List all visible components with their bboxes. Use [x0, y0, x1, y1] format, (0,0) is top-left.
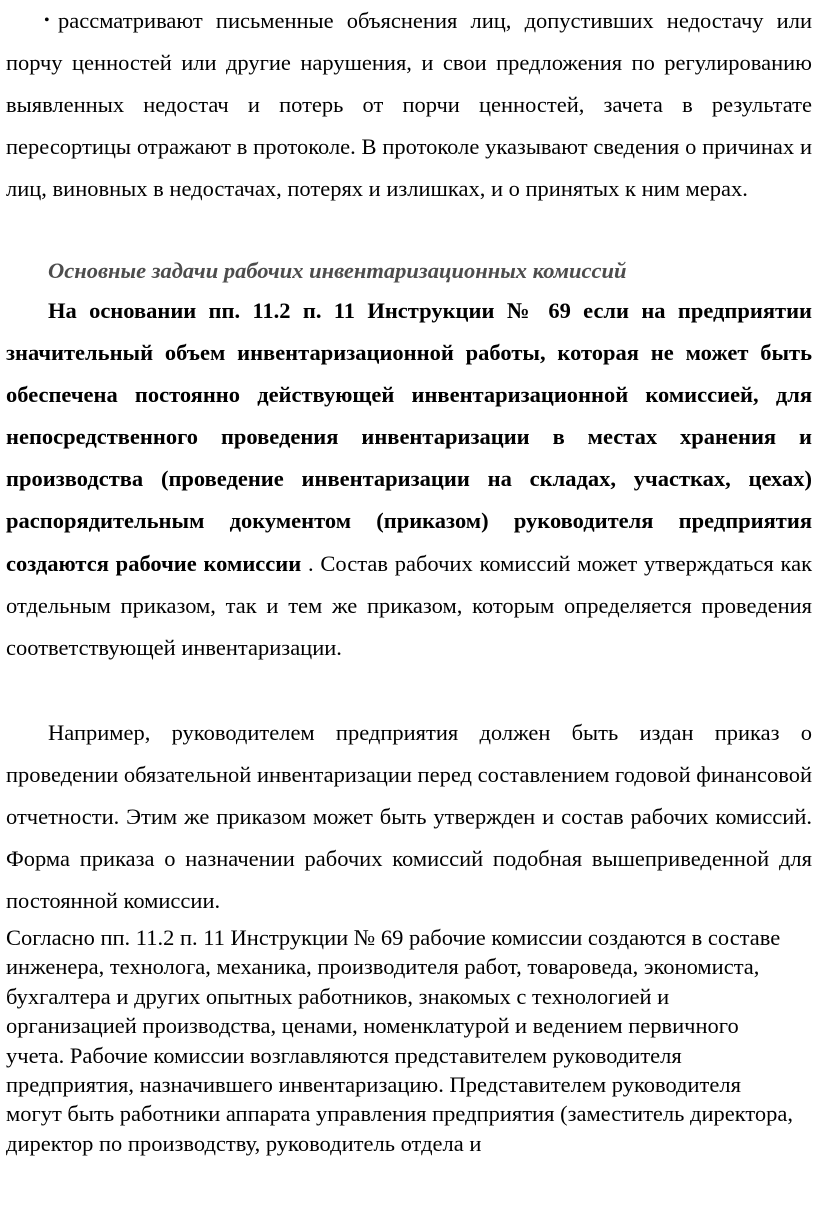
bullet-paragraph: [6, 0, 812, 210]
example-paragraph: Например, руководителем предприятия должен быть издан приказ о проведении обязательной инвентаризации перед составлением годовой финансовой отчетности. Этим же приказом может быть утвержден и состав рабочих комиссий. Форма приказа о назначении рабочих комиссий подобная вышеприведенной для постоянной комиссии.: [6, 720, 812, 914]
bullet-icon: •: [44, 12, 50, 29]
composition-paragraph: Согласно пп. 11.2 п. 11 Инструкции № 69 рабочие комиссии создаются в составе инженера, технолога, механика, производителя работ, товароведа, экономиста, бухгалтера и других опытных работников, знакомых с технологией и организацией производства, ценами, номенклатурой и ведением первичного учета. Рабочие комиссии возглавляются представителем руководителя предприятия, назначившего инвентаризацию. Представителем руководителя могут быть работники аппарата управления предприятия (заместитель директора, директор по производству, руководитель отдела и: [6, 925, 794, 1156]
commission-paragraph-bold-text: На основании пп. 11.2 п. 11 Инструкции № 69 если на предприятии значительный объем инвентаризационной работы, которая не может быть обеспечена постоянно действующей инвентаризационной комиссией, для непосредственного проведения инвентаризации в местах хранения и производства (проведение инвентаризации на складах, участках, цехах) распорядительным документом (приказом) руководителя предприятия создаются рабочие комиссии: [6, 298, 812, 576]
section-heading: Основные задачи рабочих инвентаризационных комиссий: [48, 258, 627, 283]
commission-paragraph: [6, 290, 812, 669]
bullet-paragraph-text: рассматривают письменные объяснения лиц, допустивших недостачу или порчу ценностей или другие нарушения, и свои предложения по регулированию выявленных недостач и потерь от порчи ценностей, зачета в результате пересортицы отражают в протоколе. В протоколе указывают сведения о причинах и лиц, виновных в недостачах, потерях и излишках, и о принятых к ним мерах.: [6, 8, 812, 202]
commission-paragraph-text: . Состав рабочих комиссий может утверждаться как отдельным приказом, так и тем же приказом, которым определяется проведения соответствующей инвентаризации.: [6, 550, 813, 660]
